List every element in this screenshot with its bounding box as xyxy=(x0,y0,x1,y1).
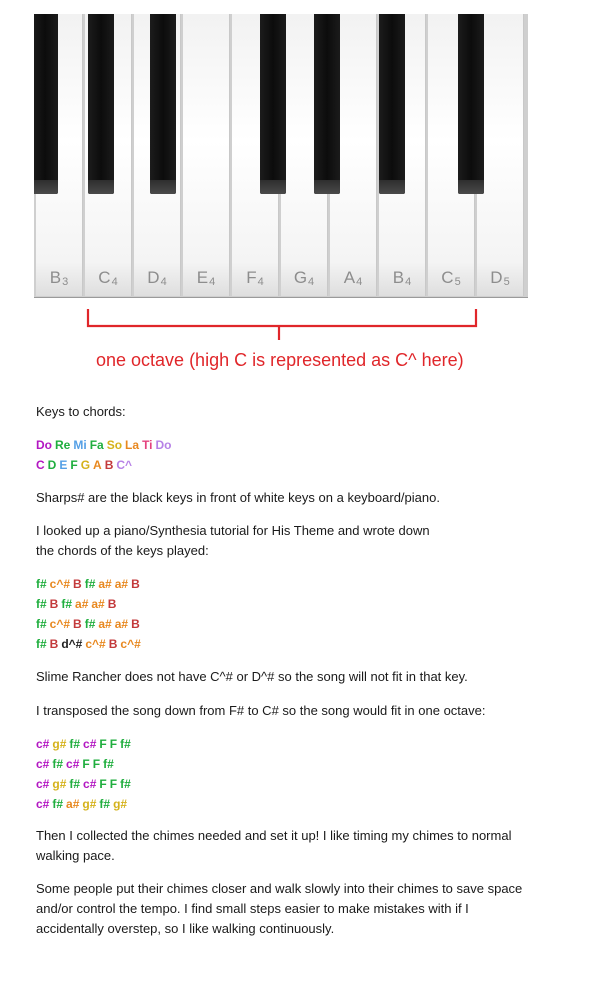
note-token: F xyxy=(70,458,78,472)
chord-row xyxy=(36,774,134,794)
note-token: Ti xyxy=(142,438,153,452)
chord-row xyxy=(36,734,134,754)
note-token: B xyxy=(131,577,140,591)
note-token: B xyxy=(108,637,118,651)
chord-row xyxy=(36,614,143,634)
chord-row xyxy=(36,574,143,594)
key-label xyxy=(232,268,278,288)
tutorial-line-1: I looked up a piano/Synthesia tutorial for His Theme and wrote down xyxy=(36,523,430,538)
key-note: G xyxy=(293,268,308,287)
key-octave: 3 xyxy=(62,276,69,288)
key-octave: 4 xyxy=(308,276,315,288)
note-token: F xyxy=(92,757,101,771)
note-token: d^# xyxy=(61,637,83,651)
note-token: C^ xyxy=(116,458,133,472)
note-token: f# xyxy=(36,577,47,591)
collected-line-1: Then I collected the chimes needed and set it up! I like timing my chimes to normal xyxy=(36,828,512,843)
note-token: c# xyxy=(36,737,50,751)
note-token: F xyxy=(99,737,107,751)
key-note: B xyxy=(392,268,405,287)
key-note: D xyxy=(147,268,160,287)
note-token: B xyxy=(49,637,59,651)
note-token: a# xyxy=(98,577,112,591)
note-token: D xyxy=(47,458,57,472)
note-token: c# xyxy=(83,777,97,791)
black-key-a-sharp-3 xyxy=(34,14,58,194)
key-note: B xyxy=(49,268,62,287)
note-token: f# xyxy=(36,637,47,651)
key-octave: 5 xyxy=(503,276,510,288)
key-label xyxy=(428,268,474,288)
note-token: E xyxy=(59,458,68,472)
note-token: f# xyxy=(36,597,47,611)
key-note: A xyxy=(343,268,356,287)
note-token: Do xyxy=(155,438,172,452)
black-key-c-sharp-5 xyxy=(458,14,484,194)
note-token: a# xyxy=(66,797,80,811)
key-note: E xyxy=(196,268,209,287)
note-token: Mi xyxy=(73,438,87,452)
piano-keyboard-image xyxy=(34,14,528,298)
note-token: c# xyxy=(66,757,80,771)
note-token: c^# xyxy=(120,637,141,651)
keys-heading: Keys to chords: xyxy=(36,404,126,419)
white-key-d5 xyxy=(477,14,524,296)
chord-row xyxy=(36,754,117,774)
note-token: c# xyxy=(83,737,97,751)
note-token: g# xyxy=(52,737,67,751)
note-token: c^# xyxy=(85,637,106,651)
chord-row xyxy=(36,594,119,614)
key-octave: 4 xyxy=(160,276,167,288)
black-key-f-sharp-4 xyxy=(260,14,286,194)
key-label xyxy=(85,268,131,288)
note-token: f# xyxy=(120,777,131,791)
note-token: B xyxy=(73,617,82,631)
note-token: g# xyxy=(52,777,67,791)
chord-row xyxy=(36,794,130,814)
note-token: f# xyxy=(52,757,64,771)
note-token: G xyxy=(80,458,91,472)
letters-line xyxy=(36,455,135,475)
note-token: Do xyxy=(36,438,52,452)
closing-line-2: and/or control the tempo. I find small steps easier to make mistakes with if I xyxy=(36,901,469,916)
note-token: f# xyxy=(99,797,111,811)
collected-line-2: walking pace. xyxy=(36,848,115,863)
note-token: f# xyxy=(69,777,81,791)
black-key-a-sharp-4 xyxy=(379,14,405,194)
key-note: F xyxy=(246,268,257,287)
note-token: B xyxy=(131,617,140,631)
note-token: f# xyxy=(61,597,73,611)
note-token: c# xyxy=(36,757,50,771)
note-token: B xyxy=(73,577,82,591)
black-key-d-sharp-4 xyxy=(150,14,176,194)
key-label xyxy=(134,268,180,288)
note-token: f# xyxy=(103,757,114,771)
note-token: a# xyxy=(114,577,129,591)
note-token: c^# xyxy=(49,617,71,631)
black-key-c-sharp-4 xyxy=(88,14,114,194)
note-token: B xyxy=(49,597,59,611)
key-note: C xyxy=(98,268,111,287)
note-token: c# xyxy=(36,777,50,791)
note-token: a# xyxy=(75,597,89,611)
octave-bracket xyxy=(84,306,484,346)
note-token: c# xyxy=(36,797,50,811)
key-octave: 4 xyxy=(257,276,264,288)
note-token: B xyxy=(104,458,114,472)
tutorial-line-2: the chords of the keys played: xyxy=(36,543,209,558)
black-key-g-sharp-4 xyxy=(314,14,340,194)
closing-line-3: accidentally overstep, so I like walking continuously. xyxy=(36,921,335,936)
note-token: f# xyxy=(69,737,81,751)
note-token: Re xyxy=(55,438,71,452)
note-token: f# xyxy=(84,617,96,631)
chord-row xyxy=(36,634,144,654)
note-token: La xyxy=(125,438,140,452)
solfege-line xyxy=(36,435,175,455)
note-token: A xyxy=(93,458,102,472)
note-token: F xyxy=(109,777,118,791)
key-label xyxy=(281,268,327,288)
note-token: a# xyxy=(98,617,112,631)
key-octave: 5 xyxy=(454,276,461,288)
octave-caption: one octave (high C is represented as C^ here) xyxy=(96,350,464,370)
note-token: F xyxy=(99,777,107,791)
note-token: a# xyxy=(114,617,129,631)
note-token: f# xyxy=(84,577,96,591)
closing-line-1: Some people put their chimes closer and walk slowly into their chimes to save space xyxy=(36,881,523,896)
key-octave: 4 xyxy=(209,276,216,288)
no-key-note: Slime Rancher does not have C^# or D^# so the song will not fit in that key. xyxy=(36,669,468,684)
key-label xyxy=(36,268,82,288)
note-token: a# xyxy=(91,597,105,611)
note-token: f# xyxy=(120,737,131,751)
note-token: g# xyxy=(82,797,97,811)
note-token: C xyxy=(36,458,45,472)
key-label xyxy=(477,268,523,288)
note-token: B xyxy=(107,597,117,611)
white-key-e4 xyxy=(183,14,230,296)
note-token: Fa xyxy=(89,438,104,452)
key-octave: 4 xyxy=(405,276,412,288)
note-token: So xyxy=(106,438,123,452)
note-token: F xyxy=(109,737,118,751)
transposed-note: I transposed the song down from F# to C# so the song would fit in one octave: xyxy=(36,703,486,718)
note-token: F xyxy=(82,757,90,771)
sharps-note: Sharps# are the black keys in front of white keys on a keyboard/piano. xyxy=(36,490,440,505)
note-token: f# xyxy=(52,797,64,811)
key-label xyxy=(183,268,229,288)
key-octave: 4 xyxy=(356,276,363,288)
key-label xyxy=(379,268,425,288)
key-label xyxy=(330,268,376,288)
note-token: g# xyxy=(113,797,128,811)
note-token: f# xyxy=(36,617,47,631)
key-octave: 4 xyxy=(111,276,118,288)
key-note: C xyxy=(441,268,454,287)
note-token: c^# xyxy=(49,577,71,591)
key-note: D xyxy=(490,268,503,287)
